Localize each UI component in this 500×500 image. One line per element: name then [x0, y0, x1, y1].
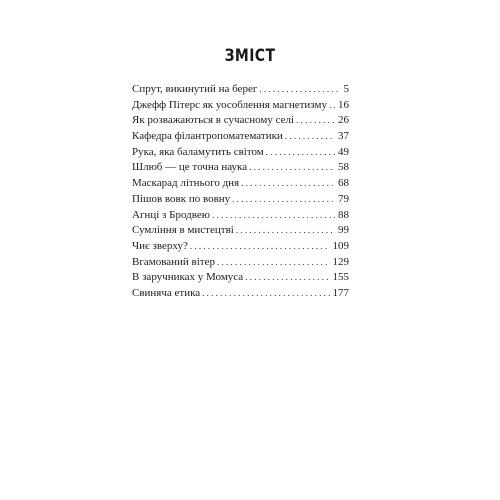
toc-entry: [132, 176, 349, 192]
toc-entry-title: Маскарад літнього дня: [132, 177, 240, 190]
dot-leader: [285, 129, 335, 145]
toc-entry: [132, 129, 349, 145]
toc-page-number: 58: [338, 161, 349, 174]
toc-entry: [132, 239, 349, 255]
toc-page-number: 16: [338, 98, 349, 111]
dot-leader: [241, 176, 335, 192]
toc-entry: [132, 208, 349, 224]
toc-entry-title: Пішов вовк по вовну: [132, 192, 231, 205]
toc-entry: [132, 255, 349, 271]
toc-page-number: 109: [332, 239, 349, 252]
toc-page-number: 49: [338, 145, 349, 158]
toc-entry-title: Джефф Пітерс як уособлення магнетизму: [132, 98, 327, 111]
toc-entry: [132, 98, 349, 114]
toc-page-number: 88: [338, 208, 349, 221]
dot-leader: [266, 145, 335, 161]
dot-leader: [190, 239, 330, 255]
toc-entry: [132, 270, 349, 286]
toc-page-number: 5: [343, 83, 349, 95]
dot-leader: [217, 255, 330, 271]
dot-leader: [232, 192, 335, 208]
toc-page-number: 26: [338, 114, 349, 127]
dot-leader: [249, 160, 335, 176]
dot-leader: [245, 270, 329, 286]
toc-page-number: 99: [338, 224, 349, 237]
toc-entry-title: Як розважаються в сучасному селі: [132, 114, 295, 127]
toc-entry-title: Агнці з Бродвею: [132, 208, 210, 221]
toc-page-number: 79: [338, 192, 349, 205]
toc-page-number: 68: [338, 177, 349, 190]
toc-entry-title: Вгамований вітер: [132, 255, 215, 268]
toc-entry: [132, 113, 349, 129]
toc-entry-title: Чиє зверху?: [132, 239, 188, 252]
dot-leader: [236, 223, 335, 239]
toc-entry-title: Рука, яка баламутить світом: [132, 145, 264, 158]
table-of-contents: [132, 82, 349, 302]
toc-entry-title: Спрут, викинутий на берег: [132, 83, 258, 95]
toc-entry-title: Свиняча етика: [132, 286, 201, 299]
toc-entry: [132, 82, 349, 98]
dot-leader: [259, 82, 340, 98]
toc-page-number: 177: [332, 286, 349, 299]
toc-entry: [132, 223, 349, 239]
toc-entry-title: Шлюб — це точна наука: [132, 161, 248, 174]
toc-entry: [132, 160, 349, 176]
toc-entry-title: Сумління в мистецтві: [132, 224, 234, 237]
toc-page-number: 155: [332, 271, 349, 284]
contents-heading: ЗМІСТ: [224, 46, 276, 66]
toc-entry: [132, 145, 349, 161]
toc-page-number: 37: [338, 130, 349, 143]
toc-entry: [132, 286, 349, 302]
toc-entry-title: В заручниках у Момуса: [132, 271, 244, 284]
dot-leader: [212, 208, 335, 224]
toc-entry-title: Кафедра філантропоматематики: [132, 130, 283, 143]
toc-page-number: 129: [332, 255, 349, 268]
toc-entry: [132, 192, 349, 208]
dot-leader: [202, 286, 329, 302]
dot-leader: [296, 113, 335, 129]
